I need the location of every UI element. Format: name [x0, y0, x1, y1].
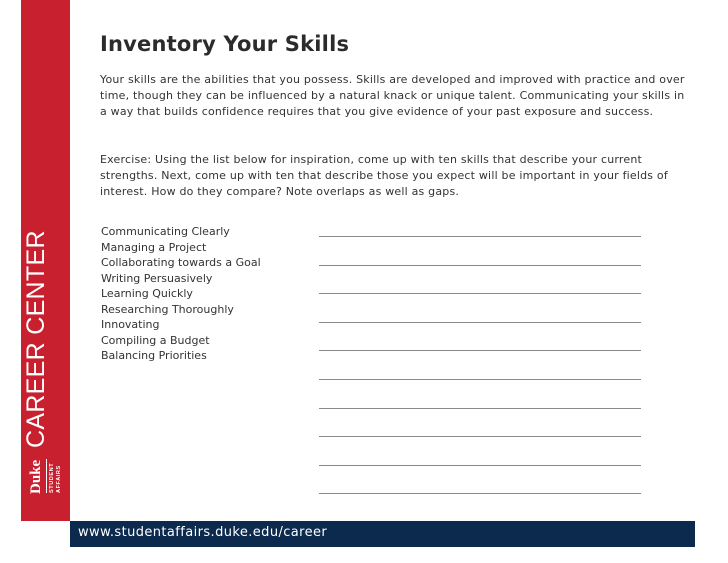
answer-line [319, 379, 641, 380]
page-title: Inventory Your Skills [100, 32, 350, 56]
duke-student-affairs-logo [29, 457, 65, 495]
skill-item: Balancing Priorities [101, 349, 207, 362]
skill-item: Innovating [101, 318, 160, 331]
answer-line [319, 493, 641, 494]
answer-line [319, 265, 641, 266]
logo-affairs-text: AFFAIRS [55, 465, 62, 493]
exercise-paragraph: Exercise: Using the list below for inspiration, come up with ten skills that describe your current strengths. Next, come up with ten that describe those you expect will be important in your fields of interest. How do they compare? Note overlaps as well as gaps. [100, 153, 668, 198]
skill-item: Managing a Project [101, 240, 207, 254]
skill-item: Communicating Clearly [101, 225, 230, 238]
answer-line [319, 408, 641, 409]
answer-line [319, 293, 641, 294]
answer-line [319, 436, 641, 437]
answer-line [319, 465, 641, 466]
footer-bar [70, 521, 695, 547]
skill-item: Researching Thoroughly [101, 302, 234, 316]
logo-divider [46, 459, 47, 493]
answer-line [319, 236, 641, 237]
career-center-label: CAREER CENTER [22, 230, 50, 448]
skill-item: Writing Persuasively [101, 271, 213, 285]
answer-line [319, 322, 641, 323]
logo-duke-text: Duke [28, 459, 44, 494]
skill-item: Learning Quickly [101, 287, 193, 300]
intro-paragraph: Your skills are the abilities that you possess. Skills are developed and improved with practice and over time, though they can be influenced by a natural knack or unique talent. Communicating your skills in a way that builds confidence requires that you give evidence of your past exposure and success. [100, 73, 685, 118]
answer-line [319, 350, 641, 351]
skill-item: Compiling a Budget [101, 333, 210, 347]
logo-student-text: STUDENT [49, 462, 55, 493]
skill-item: Collaborating towards a Goal [101, 256, 261, 269]
footer-url-link[interactable]: www.studentaffairs.duke.edu/career [78, 525, 328, 540]
skills-list [101, 224, 261, 364]
logo-student-affairs-text [49, 463, 62, 493]
answer-lines [319, 236, 641, 522]
